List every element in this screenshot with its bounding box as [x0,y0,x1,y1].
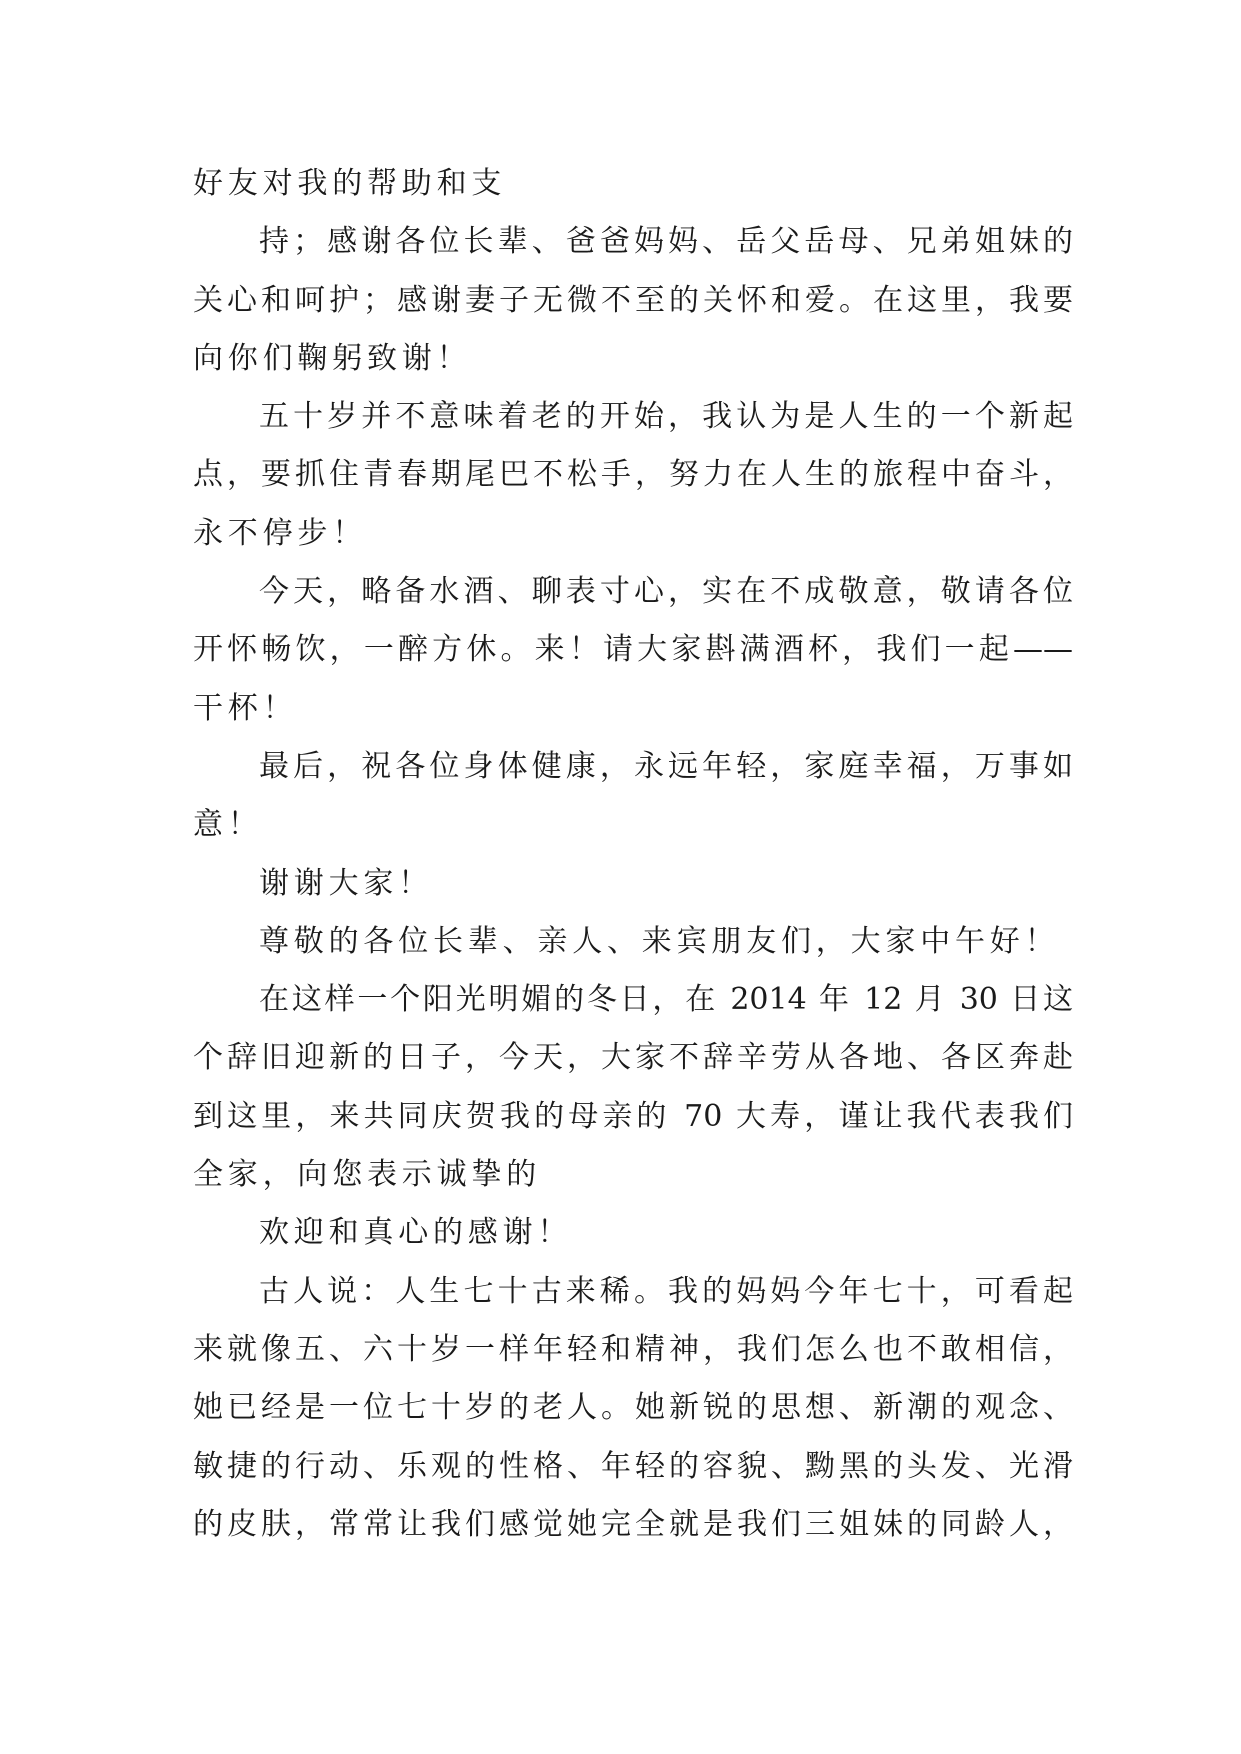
text-line: 古人说：人生七十古来稀。我的妈妈今年七十，可看起 [259,1273,1073,1309]
text-line: 在这样一个阳光明媚的冬日，在 2014 年 12 月 30 日这 [259,982,1073,1018]
text-line: 欢迎和真心的感谢！ [259,1215,573,1251]
text-line: 个辞旧迎新的日子，今天，大家不辞辛劳从各地、各区奔赴 [193,1040,1073,1076]
text-line: 关心和呵护；感谢妻子无微不至的关怀和爱。在这里，我要 [193,282,1073,318]
text-line: 今天，略备水酒、聊表寸心，实在不成敬意，敬请各位 [259,574,1073,610]
text-line: 向你们鞠躬致谢！ [193,340,472,376]
text-line: 她已经是一位七十岁的老人。她新锐的思想、新潮的观念、 [193,1390,1073,1426]
text-line: 干杯！ [193,690,298,726]
text-line: 持；感谢各位长辈、爸爸妈妈、岳父岳母、兄弟姐妹的 [259,224,1073,260]
text-line: 的皮肤，常常让我们感觉她完全就是我们三姐妹的同龄人， [193,1506,1073,1542]
text-line: 开怀畅饮，一醉方休。来！请大家斟满酒杯，我们一起—— [193,632,1073,668]
document-body [193,155,1073,1554]
text-line: 好友对我的帮助和支 [193,166,507,201]
text-line: 五十岁并不意味着老的开始，我认为是人生的一个新起 [259,399,1073,435]
text-line: 最后，祝各位身体健康，永远年轻，家庭幸福，万事如 [259,748,1073,784]
text-line: 敏捷的行动、乐观的性格、年轻的容貌、黝黑的头发、光滑 [193,1448,1073,1484]
text-line: 到这里，来共同庆贺我的母亲的 70 大寿，谨让我代表我们 [193,1098,1073,1134]
text-line: 意！ [193,807,263,843]
text-line: 来就像五、六十岁一样年轻和精神，我们怎么也不敢相信， [193,1331,1073,1367]
text-line: 全家，向您表示诚挚的 [193,1157,541,1193]
text-line: 谢谢大家！ [259,865,433,901]
text-line: 点，要抓住青春期尾巴不松手，努力在人生的旅程中奋斗， [193,457,1073,493]
text-line: 尊敬的各位长辈、亲人、来宾朋友们，大家中午好！ [259,923,1060,959]
text-line: 永不停步！ [193,515,367,551]
